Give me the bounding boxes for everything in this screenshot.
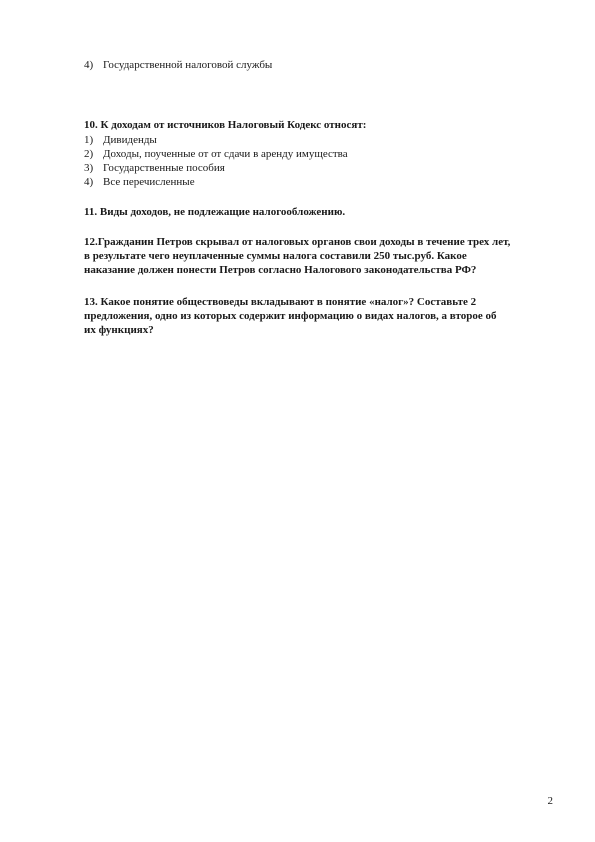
question-10-option <box>84 133 157 147</box>
question-13-line: 13. Какое понятие обществоведы вкладывают в понятие «налог»? Составьте 2 <box>84 296 477 308</box>
option-number: 1) <box>84 134 94 146</box>
question-10-title: 10. К доходам от источников Налоговый Кодекс относят: <box>84 119 367 131</box>
question-10-option <box>84 175 195 189</box>
option-text: Дивиденды <box>103 134 157 146</box>
option-text: Доходы, поученные от от сдачи в аренду имущества <box>103 148 348 160</box>
option-number: 3) <box>84 162 94 174</box>
option-number: 4) <box>84 176 94 188</box>
question-12-line: в результате чего неуплаченные суммы налога составили 250 тыс.руб. Какое <box>84 250 467 262</box>
list-item <box>84 58 272 72</box>
question-12-line: 12.Гражданин Петров скрывал от налоговых органов свои доходы в течение трех лет, <box>84 236 511 248</box>
question-12-line: наказание должен понести Петров согласно Налогового законодательства РФ? <box>84 264 477 276</box>
page-number: 2 <box>547 795 553 807</box>
question-10-option <box>84 147 348 161</box>
option-text: Государственные пособия <box>103 162 225 174</box>
question-13-line: их функциях? <box>84 324 154 336</box>
list-item-number: 4) <box>84 59 94 71</box>
question-11: 11. Виды доходов, не подлежащие налогообложению. <box>84 206 346 218</box>
option-number: 2) <box>84 148 94 160</box>
question-10-option <box>84 161 225 175</box>
list-item-text: Государственной налоговой службы <box>103 59 273 71</box>
option-text: Все перечисленные <box>103 176 195 188</box>
question-13-line: предложения, одно из которых содержит информацию о видах налогов, а второе об <box>84 310 497 322</box>
